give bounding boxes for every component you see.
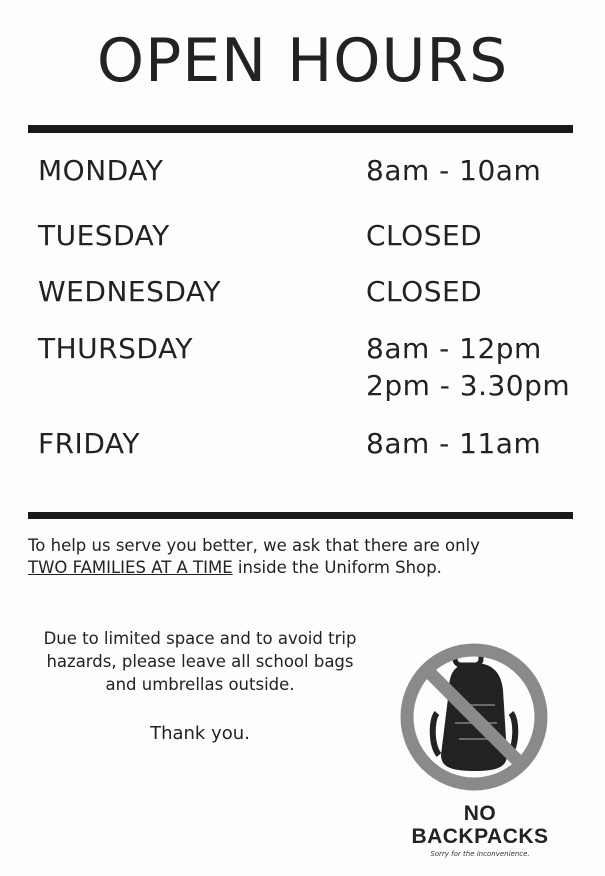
hours-thursday-afternoon: 2pm - 3.30pm: [366, 369, 571, 402]
day-friday: FRIDAY: [38, 427, 140, 460]
day-monday: MONDAY: [38, 154, 164, 187]
notice-line-2-rest: inside the Uniform Shop.: [232, 558, 442, 577]
hours-tuesday: CLOSED: [366, 219, 483, 252]
bags-notice-line-2: hazards, please leave all school bags: [46, 652, 354, 671]
capacity-notice: [28, 535, 588, 579]
sorry-text: Sorry for the inconvenience.: [430, 850, 530, 858]
no-label: NO: [463, 802, 497, 825]
thank-you-text: Thank you.: [150, 723, 250, 744]
no-backpacks-label: [380, 802, 580, 848]
bags-notice: [20, 627, 380, 696]
hours-friday: 8am - 11am: [366, 427, 542, 460]
bottom-divider: [28, 512, 573, 519]
hours-thursday-morning: 8am - 12pm: [366, 332, 542, 365]
hours-wednesday: CLOSED: [366, 275, 483, 308]
backpacks-label: BACKPACKS: [411, 825, 549, 848]
page-title: OPEN HOURS: [96, 26, 509, 96]
hours-monday: 8am - 10am: [366, 154, 542, 187]
bags-notice-line-3: and umbrellas outside.: [105, 675, 295, 694]
notice-line-2: [28, 557, 588, 579]
bags-notice-line-1: Due to limited space and to avoid trip: [43, 629, 357, 648]
day-wednesday: WEDNESDAY: [38, 275, 221, 308]
day-thursday: THURSDAY: [38, 332, 194, 365]
top-divider: [28, 125, 573, 133]
notice-line-1: To help us serve you better, we ask that there are only: [28, 536, 480, 555]
day-tuesday: TUESDAY: [38, 219, 170, 252]
no-backpack-icon: [397, 635, 551, 799]
notice-emphasis: TWO FAMILIES AT A TIME: [28, 558, 233, 577]
